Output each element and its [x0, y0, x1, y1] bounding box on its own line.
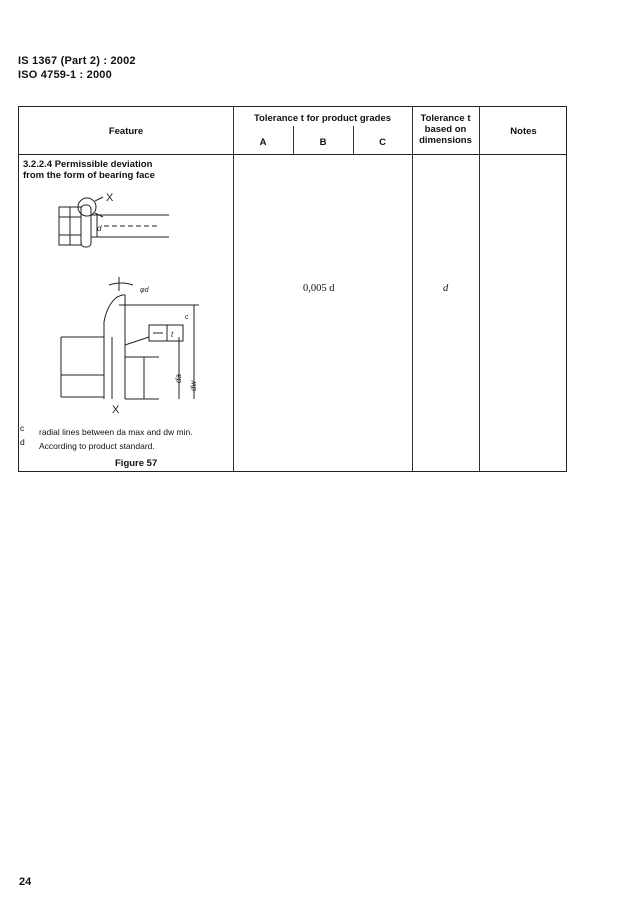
header-tolerance-grades: Tolerance t for product grades — [253, 113, 392, 124]
header-tolerance-dimensions — [412, 113, 479, 146]
label-x-top: X — [106, 192, 114, 204]
label-c: c — [185, 314, 189, 321]
feature-line1: 3.2.2.4 Permissible deviation — [23, 159, 153, 170]
figure-caption: Figure 57 — [115, 458, 158, 469]
header-feature: Feature — [108, 126, 144, 137]
label-phi: φd — [140, 287, 149, 294]
header-tolerance-dimensions-line3: dimensions — [419, 135, 472, 146]
column-divider — [479, 107, 480, 471]
label-t: t — [171, 330, 174, 339]
tolerance-table — [18, 106, 567, 472]
standard-number-iso: ISO 4759-1 : 2000 — [18, 69, 112, 81]
column-divider — [233, 107, 234, 471]
header-notes: Notes — [510, 126, 537, 137]
header-grade-a: A — [259, 137, 267, 148]
feature-line2: from the form of bearing face — [23, 170, 155, 181]
header-bottom-rule — [19, 154, 566, 155]
bearing-face-diagram — [49, 187, 229, 413]
bolt-side-view — [59, 197, 169, 247]
label-dw: dw — [189, 380, 198, 391]
header-tolerance-dimensions-line1: Tolerance t — [420, 113, 471, 124]
header-tolerance-dimensions-line2: based on — [424, 124, 467, 135]
label-x-bottom: X — [112, 404, 120, 413]
label-d: d — [97, 224, 102, 233]
note-d-text: According to product standard. — [39, 441, 155, 451]
column-divider — [412, 107, 413, 471]
tolerance-value: 0,005 d — [303, 283, 335, 294]
header-grade-c: C — [379, 137, 386, 148]
label-da: da — [174, 374, 183, 383]
note-c-marker: c — [20, 423, 25, 433]
note-c-text: radial lines between da max and dw min. — [39, 427, 193, 437]
header-grade-b: B — [319, 137, 327, 148]
dimension-basis: d — [443, 283, 449, 294]
feature-description — [23, 159, 155, 181]
note-d-marker: d — [20, 437, 25, 447]
standard-number-is: IS 1367 (Part 2) : 2002 — [18, 55, 136, 67]
page-number: 24 — [19, 876, 32, 888]
